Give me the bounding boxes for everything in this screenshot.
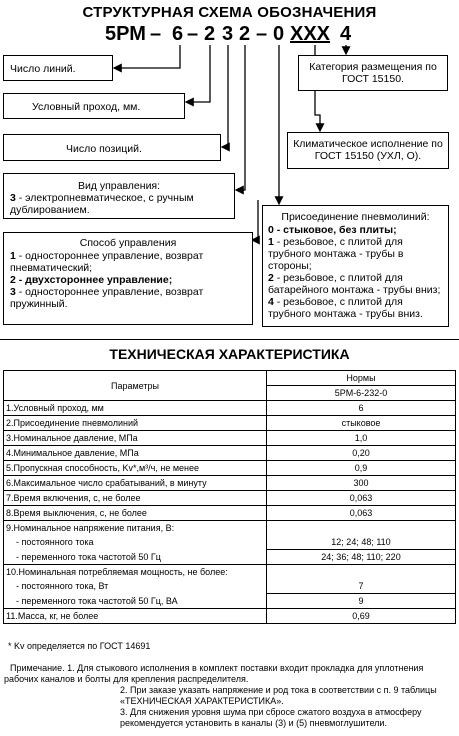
box-control-type — [3, 173, 235, 219]
control-mode-item: 3 - одностороннее управление, возврат пружинный. — [10, 286, 204, 310]
footnote: * Kv определяется по ГОСТ 14691 — [8, 641, 151, 651]
row-param: 11.Масса, кг, не более — [4, 609, 267, 624]
row-param: - постоянного тока, Вт — [4, 579, 267, 594]
code-category: 4 — [340, 23, 352, 45]
row-value: 0,20 — [267, 446, 456, 461]
control-mode-item: 1 - одностороннее управление, возврат пневматический; — [10, 250, 204, 274]
connection-item: 0 - стыковое, без плиты; — [268, 224, 397, 236]
row-param: 2.Присоединение пневмолиний — [4, 416, 267, 431]
row-param: 5.Пропускная способность, Kv*,м³/ч, не менее — [4, 461, 267, 476]
row-param: - переменного тока частотой 50 Гц, ВА — [4, 594, 267, 609]
row-value: 300 — [267, 476, 456, 491]
header-params: Параметры — [4, 371, 267, 401]
header-norms: Нормы — [267, 371, 456, 386]
table-row — [4, 416, 456, 431]
connection-item: 4 - резьбовое, с плитой для трубного монтажа - трубы вниз. — [268, 296, 423, 320]
box-diameter — [3, 93, 185, 119]
code-series: 5РМ — [105, 23, 146, 45]
row-param: 6.Максимальное число срабатываний, в минуту — [4, 476, 267, 491]
row-value: 1,0 — [267, 431, 456, 446]
row-value: стыковое — [267, 416, 456, 431]
row-param: 8.Время выключения, с, не более — [4, 506, 267, 521]
row-value — [267, 521, 456, 536]
header-model: 5РМ-6-232-0 — [267, 386, 456, 401]
row-value: 0,063 — [267, 491, 456, 506]
box-connection — [262, 205, 449, 327]
note-1: Примечание. 1. Для стыкового исполнения в комплект поставки входит прокладка для уплотнения рабочих каналов и болты для крепления распределителя. — [4, 663, 424, 684]
table-row — [4, 521, 456, 536]
row-value: 0,063 — [267, 506, 456, 521]
table-row — [4, 535, 456, 550]
row-param: 9.Номинальное напряжение питания, В: — [4, 521, 267, 536]
row-value: 24; 36; 48; 110; 220 — [267, 550, 456, 565]
connection-item: 2 - резьбовое, с плитой для батарейного монтажа - трубы вниз; — [268, 272, 441, 296]
row-value — [267, 565, 456, 580]
connection-heading: Присоединение пневмолиний: — [281, 211, 430, 223]
row-param: 10.Номинальная потребляемая мощность, не более: — [4, 565, 267, 580]
code-connection: 0 — [273, 23, 285, 45]
table-row — [4, 550, 456, 565]
table-row — [4, 461, 456, 476]
box-climate-label: Климатическое исполнение по ГОСТ 15150 (УХЛ, О). — [293, 138, 443, 162]
table-row — [4, 431, 456, 446]
table-row — [4, 401, 456, 416]
box-positions-label: Число позиций. — [66, 143, 142, 155]
control-type-item: 3 - электропневматическое, с ручным дублированием. — [10, 192, 194, 216]
box-category — [298, 55, 448, 91]
row-value: 9 — [267, 594, 456, 609]
scheme-title: СТРУКТУРНАЯ СХЕМА ОБОЗНАЧЕНИЯ — [82, 4, 377, 21]
box-positions — [3, 134, 221, 161]
box-category-label: Категория размещения по ГОСТ 15150. — [309, 61, 437, 85]
table-row — [4, 609, 456, 624]
table-row — [4, 565, 456, 580]
row-value: 0,69 — [267, 609, 456, 624]
row-value: 7 — [267, 579, 456, 594]
box-diameter-label: Условный проход, мм. — [32, 101, 141, 113]
table-row — [4, 579, 456, 594]
box-climate — [287, 132, 449, 169]
table-row — [4, 491, 456, 506]
row-param: - переменного тока частотой 50 Гц — [4, 550, 267, 565]
code-dash: – — [150, 23, 162, 45]
code-dash: – — [256, 23, 268, 45]
row-value: 0,9 — [267, 461, 456, 476]
table-row — [4, 506, 456, 521]
note-2: 2. При заказе указать напряжение и род тока в соответствии с п. 9 таблицы «ТЕХНИЧЕСКАЯ ХАРАКТЕРИСТИКА». — [120, 685, 437, 706]
code-dash: – — [187, 23, 199, 45]
table-row — [4, 594, 456, 609]
control-type-heading: Вид управления: — [77, 180, 161, 192]
box-lines — [3, 55, 113, 81]
table-row — [4, 476, 456, 491]
control-mode-heading: Способ управления — [79, 237, 177, 249]
section-divider — [0, 339, 459, 340]
code-positions: 3 — [222, 23, 234, 45]
code-diameter: 2 — [204, 23, 216, 45]
code-control: 2 — [239, 23, 251, 45]
tech-title: ТЕХНИЧЕСКАЯ ХАРАКТЕРИСТИКА — [109, 346, 350, 362]
row-param: 1.Условный проход, мм — [4, 401, 267, 416]
row-value: 12; 24; 48; 110 — [267, 535, 456, 550]
box-control-mode — [3, 232, 253, 325]
notes — [0, 663, 459, 729]
row-param: 4.Минимальное давление, МПа — [4, 446, 267, 461]
control-mode-item: 2 - двухстороннее управление; — [10, 274, 173, 286]
spec-table — [3, 370, 456, 624]
note-3: 3. Для снижения уровня шума при сбросе сжатого воздуха в атмосферу рекомендуется установить в каналы (3) и (5) пневмоглушители. — [120, 707, 422, 728]
table-header-row — [4, 371, 456, 386]
row-value: 6 — [267, 401, 456, 416]
row-param: 7.Время включения, с, не более — [4, 491, 267, 506]
code-climate: XXX — [290, 23, 331, 45]
connection-item: 1 - резьбовое, с плитой для трубного монтажа - трубы в стороны; — [268, 236, 404, 272]
row-param: 3.Номинальное давление, МПа — [4, 431, 267, 446]
row-param: - постоянного тока — [4, 535, 267, 550]
box-lines-label: Число линий. — [10, 63, 76, 75]
table-row — [4, 446, 456, 461]
code-lines: 6 — [172, 23, 184, 45]
